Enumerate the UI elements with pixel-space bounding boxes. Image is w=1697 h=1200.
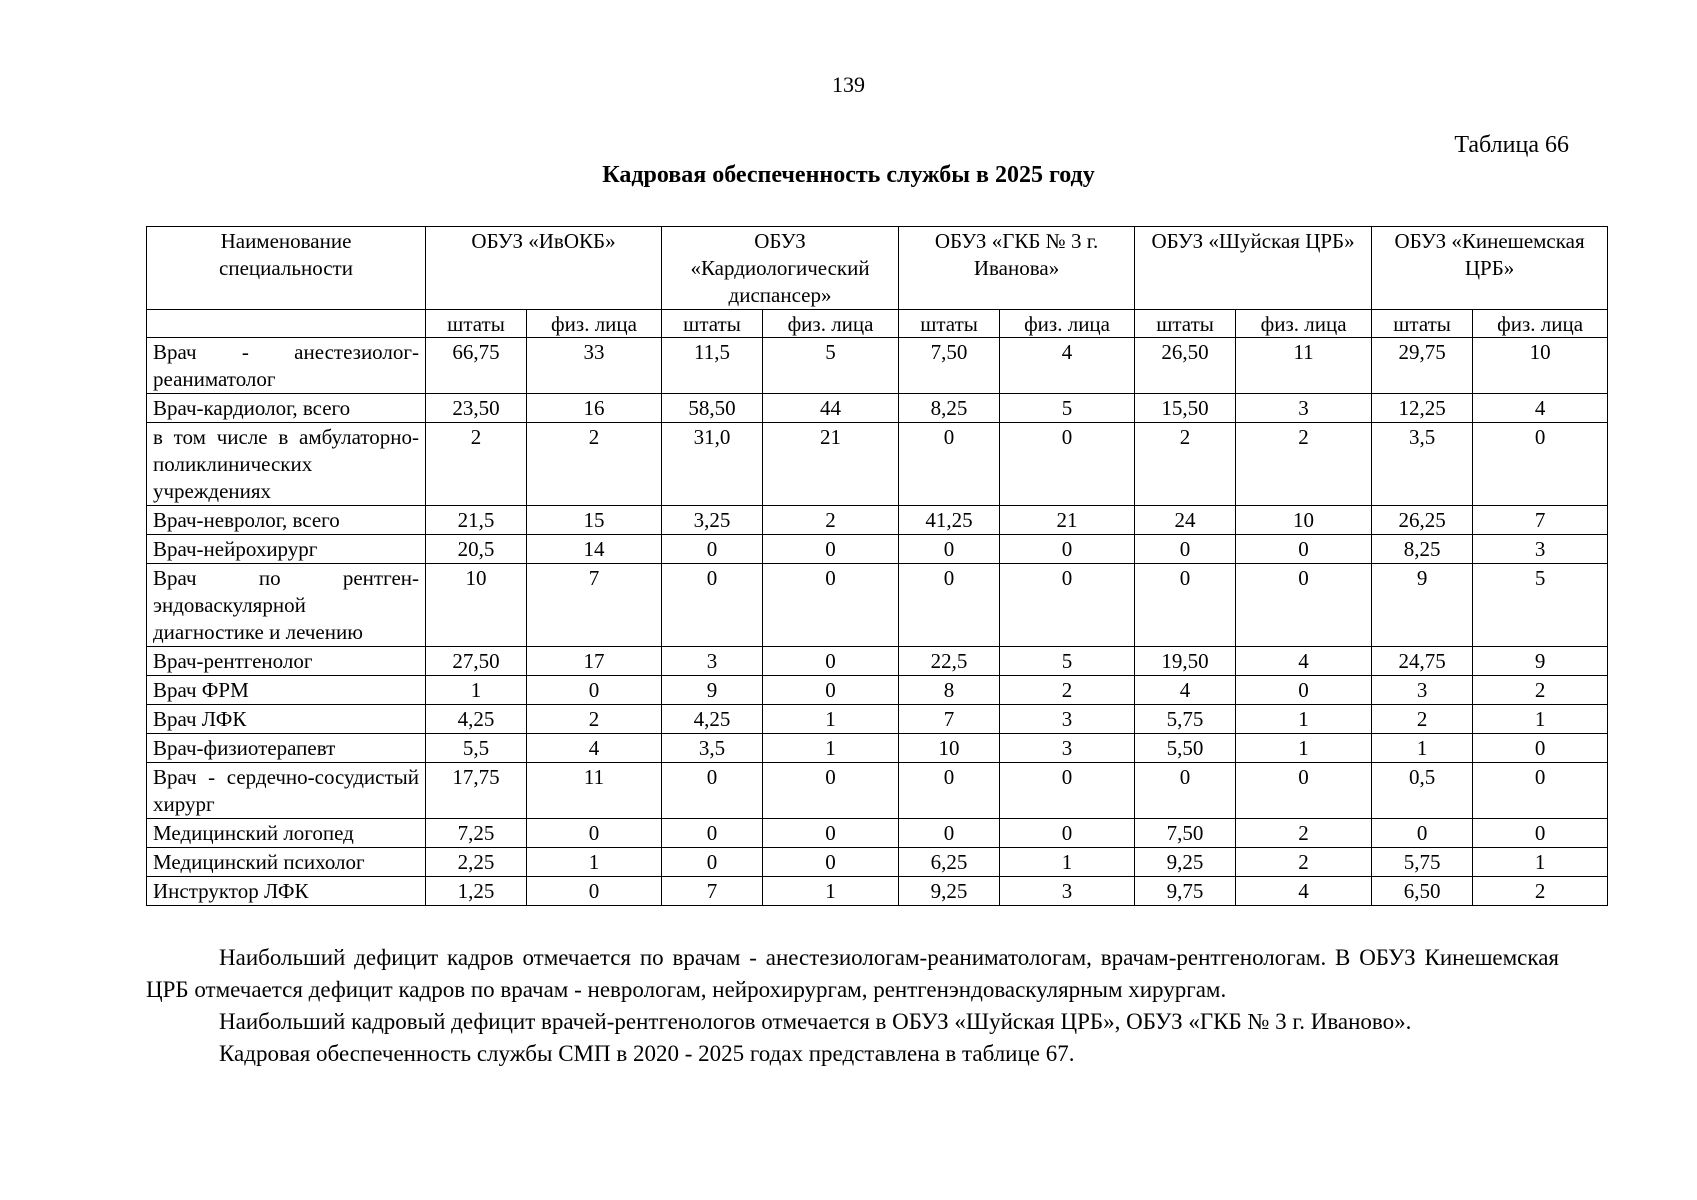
persons-value-cell: 0 — [527, 676, 662, 705]
staff-value-cell: 17,75 — [426, 763, 527, 819]
staff-value-cell: 5,5 — [426, 734, 527, 763]
staff-value-cell: 0 — [662, 819, 763, 848]
persons-value-cell: 2 — [1236, 423, 1372, 506]
persons-value-cell: 0 — [527, 819, 662, 848]
staff-value-cell: 7,25 — [426, 819, 527, 848]
staff-value-cell: 66,75 — [426, 338, 527, 394]
subheader-row — [147, 310, 1608, 338]
header-org: ОБУЗ «ГКБ № 3 г. Иванова» — [899, 227, 1135, 310]
persons-value-cell: 1 — [763, 705, 899, 734]
staff-value-cell: 0,5 — [1372, 763, 1473, 819]
persons-value-cell: 2 — [1000, 676, 1135, 705]
persons-value-cell: 0 — [1236, 564, 1372, 647]
staff-value-cell: 0 — [899, 763, 1000, 819]
table-row — [147, 877, 1608, 906]
staff-value-cell: 9 — [662, 676, 763, 705]
persons-value-cell: 9 — [1473, 647, 1608, 676]
staff-value-cell: 7,50 — [1135, 819, 1236, 848]
persons-value-cell: 0 — [1473, 819, 1608, 848]
staff-value-cell: 11,5 — [662, 338, 763, 394]
persons-value-cell: 3 — [1236, 394, 1372, 423]
paragraph: Наибольший кадровый дефицит врачей-рентгенологов отмечается в ОБУЗ «Шуйская ЦРБ», ОБУЗ «ГКБ № 3 г. Иваново». — [219, 1009, 1412, 1034]
persons-value-cell: 10 — [1236, 506, 1372, 535]
staff-value-cell: 27,50 — [426, 647, 527, 676]
subheader-staff: штаты — [662, 310, 763, 338]
table-row — [147, 848, 1608, 877]
persons-value-cell: 0 — [763, 848, 899, 877]
paragraph: Кадровая обеспеченность службы СМП в 2020 - 2025 годах представлена в таблице 67. — [219, 1041, 1075, 1066]
persons-value-cell: 10 — [1473, 338, 1608, 394]
persons-value-cell: 0 — [1236, 763, 1372, 819]
staff-value-cell: 19,50 — [1135, 647, 1236, 676]
staff-value-cell: 8,25 — [899, 394, 1000, 423]
persons-value-cell: 14 — [527, 535, 662, 564]
staff-value-cell: 0 — [1135, 763, 1236, 819]
staff-value-cell: 0 — [1135, 535, 1236, 564]
subheader-staff: штаты — [899, 310, 1000, 338]
table-row — [147, 338, 1608, 394]
table-caption: Таблица 66 — [1454, 132, 1569, 158]
staff-value-cell: 3,5 — [662, 734, 763, 763]
persons-value-cell: 11 — [1236, 338, 1372, 394]
staff-value-cell: 24,75 — [1372, 647, 1473, 676]
persons-value-cell: 0 — [1000, 819, 1135, 848]
persons-value-cell: 1 — [763, 877, 899, 906]
staff-value-cell: 3 — [1372, 676, 1473, 705]
table-row — [147, 506, 1608, 535]
persons-value-cell: 4 — [1236, 647, 1372, 676]
staff-value-cell: 2 — [1135, 423, 1236, 506]
persons-value-cell: 3 — [1473, 535, 1608, 564]
staff-value-cell: 9 — [1372, 564, 1473, 647]
persons-value-cell: 1 — [527, 848, 662, 877]
persons-value-cell: 3 — [1000, 734, 1135, 763]
staff-value-cell: 26,25 — [1372, 506, 1473, 535]
staff-value-cell: 3,5 — [1372, 423, 1473, 506]
table-row — [147, 564, 1608, 647]
persons-value-cell: 0 — [1000, 423, 1135, 506]
persons-value-cell: 44 — [763, 394, 899, 423]
persons-value-cell: 2 — [763, 506, 899, 535]
table-row — [147, 535, 1608, 564]
persons-value-cell: 4 — [527, 734, 662, 763]
persons-value-cell: 0 — [763, 647, 899, 676]
staff-value-cell: 1 — [1372, 734, 1473, 763]
staff-value-cell: 1 — [426, 676, 527, 705]
staff-value-cell: 10 — [899, 734, 1000, 763]
header-row — [147, 227, 1608, 310]
staff-value-cell: 8,25 — [1372, 535, 1473, 564]
specialty-cell: Врач - сердечно-сосудистый хирург — [147, 763, 426, 819]
staff-value-cell: 9,25 — [1135, 848, 1236, 877]
staff-value-cell: 4,25 — [426, 705, 527, 734]
specialty-cell: Врач ЛФК — [147, 705, 426, 734]
staff-value-cell: 20,5 — [426, 535, 527, 564]
persons-value-cell: 4 — [1000, 338, 1135, 394]
staff-value-cell: 9,25 — [899, 877, 1000, 906]
subheader-staff: штаты — [426, 310, 527, 338]
staff-value-cell: 10 — [426, 564, 527, 647]
staff-value-cell: 5,75 — [1372, 848, 1473, 877]
header-org: ОБУЗ «Кардиологический диспансер» — [662, 227, 899, 310]
persons-value-cell: 2 — [527, 705, 662, 734]
persons-value-cell: 0 — [1236, 676, 1372, 705]
staff-value-cell: 0 — [662, 535, 763, 564]
persons-value-cell: 21 — [1000, 506, 1135, 535]
specialty-cell: Инструктор ЛФК — [147, 877, 426, 906]
table-row — [147, 734, 1608, 763]
subheader-persons: физ. лица — [1000, 310, 1135, 338]
subheader-staff: штаты — [1372, 310, 1473, 338]
persons-value-cell: 2 — [1236, 819, 1372, 848]
paragraph: Наибольший дефицит кадров отмечается по врачам - анестезиологам-реаниматологам, врачам-рентгенологам. В ОБУЗ Кинешемская ЦРБ отмечается дефицит кадров по врачам - неврологам, нейрохирургам, рентгенэндоваскулярным хирургам. — [146, 945, 1559, 1002]
header-org: ОБУЗ «Шуйская ЦРБ» — [1135, 227, 1372, 310]
specialty-cell: Врач-нейрохирург — [147, 535, 426, 564]
persons-value-cell: 4 — [1236, 877, 1372, 906]
persons-value-cell: 16 — [527, 394, 662, 423]
staff-value-cell: 5,75 — [1135, 705, 1236, 734]
staff-value-cell: 22,5 — [899, 647, 1000, 676]
persons-value-cell: 1 — [1473, 705, 1608, 734]
persons-value-cell: 1 — [1236, 734, 1372, 763]
persons-value-cell: 3 — [1000, 705, 1135, 734]
staff-value-cell: 6,50 — [1372, 877, 1473, 906]
table-row — [147, 394, 1608, 423]
persons-value-cell: 0 — [1473, 763, 1608, 819]
body-text — [146, 942, 1559, 1070]
staff-value-cell: 4 — [1135, 676, 1236, 705]
persons-value-cell: 7 — [1473, 506, 1608, 535]
specialty-cell: Врач - анестезиолог-реаниматолог — [147, 338, 426, 394]
persons-value-cell: 5 — [1000, 647, 1135, 676]
persons-value-cell: 0 — [1000, 535, 1135, 564]
persons-value-cell: 11 — [527, 763, 662, 819]
subheader-persons: физ. лица — [1473, 310, 1608, 338]
staff-value-cell: 0 — [899, 535, 1000, 564]
persons-value-cell: 2 — [1473, 676, 1608, 705]
specialty-cell: в том числе в амбулаторно-поликлинических учреждениях — [147, 423, 426, 506]
specialty-cell: Медицинский психолог — [147, 848, 426, 877]
staff-value-cell: 12,25 — [1372, 394, 1473, 423]
staff-value-cell: 7 — [662, 877, 763, 906]
staff-value-cell: 24 — [1135, 506, 1236, 535]
specialty-cell: Врач по рентген-эндоваскулярной диагностике и лечению — [147, 564, 426, 647]
persons-value-cell: 2 — [527, 423, 662, 506]
staff-value-cell: 0 — [899, 564, 1000, 647]
header-specialty: Наименование специальности — [147, 227, 426, 310]
subheader-empty — [147, 310, 426, 338]
persons-value-cell: 17 — [527, 647, 662, 676]
persons-value-cell: 1 — [1000, 848, 1135, 877]
persons-value-cell: 0 — [1000, 564, 1135, 647]
persons-value-cell: 21 — [763, 423, 899, 506]
subheader-staff: штаты — [1135, 310, 1236, 338]
staff-value-cell: 23,50 — [426, 394, 527, 423]
persons-value-cell: 33 — [527, 338, 662, 394]
header-org: ОБУЗ «Кинешемская ЦРБ» — [1372, 227, 1608, 310]
table-row — [147, 763, 1608, 819]
persons-value-cell: 1 — [1473, 848, 1608, 877]
staff-value-cell: 3,25 — [662, 506, 763, 535]
staff-value-cell: 7,50 — [899, 338, 1000, 394]
staff-value-cell: 0 — [1372, 819, 1473, 848]
staff-value-cell: 21,5 — [426, 506, 527, 535]
staff-value-cell: 0 — [899, 423, 1000, 506]
staff-value-cell: 0 — [662, 763, 763, 819]
specialty-cell: Врач-кардиолог, всего — [147, 394, 426, 423]
staff-value-cell: 2,25 — [426, 848, 527, 877]
staff-value-cell: 7 — [899, 705, 1000, 734]
table-row — [147, 676, 1608, 705]
header-org: ОБУЗ «ИвОКБ» — [426, 227, 662, 310]
persons-value-cell: 0 — [763, 763, 899, 819]
persons-value-cell: 15 — [527, 506, 662, 535]
subheader-persons: физ. лица — [1236, 310, 1372, 338]
persons-value-cell: 0 — [1000, 763, 1135, 819]
staff-value-cell: 0 — [899, 819, 1000, 848]
persons-value-cell: 1 — [1236, 705, 1372, 734]
table-row — [147, 423, 1608, 506]
table-row — [147, 819, 1608, 848]
persons-value-cell: 4 — [1473, 394, 1608, 423]
staff-value-cell: 31,0 — [662, 423, 763, 506]
staffing-table — [146, 226, 1608, 906]
persons-value-cell: 0 — [1473, 734, 1608, 763]
table-body — [147, 338, 1608, 906]
staff-value-cell: 58,50 — [662, 394, 763, 423]
persons-value-cell: 2 — [1236, 848, 1372, 877]
staff-value-cell: 2 — [1372, 705, 1473, 734]
table-row — [147, 705, 1608, 734]
persons-value-cell: 5 — [1000, 394, 1135, 423]
staff-value-cell: 6,25 — [899, 848, 1000, 877]
staff-value-cell: 1,25 — [426, 877, 527, 906]
persons-value-cell: 0 — [763, 564, 899, 647]
table-title: Кадровая обеспеченность службы в 2025 году — [602, 162, 1095, 188]
persons-value-cell: 0 — [527, 877, 662, 906]
persons-value-cell: 0 — [763, 535, 899, 564]
persons-value-cell: 0 — [763, 676, 899, 705]
staff-value-cell: 0 — [662, 564, 763, 647]
staff-value-cell: 3 — [662, 647, 763, 676]
specialty-cell: Медицинский логопед — [147, 819, 426, 848]
staff-value-cell: 2 — [426, 423, 527, 506]
persons-value-cell: 7 — [527, 564, 662, 647]
staff-value-cell: 15,50 — [1135, 394, 1236, 423]
persons-value-cell: 2 — [1473, 877, 1608, 906]
table-row — [147, 647, 1608, 676]
specialty-cell: Врач-невролог, всего — [147, 506, 426, 535]
staff-value-cell: 5,50 — [1135, 734, 1236, 763]
staff-value-cell: 26,50 — [1135, 338, 1236, 394]
specialty-cell: Врач-рентгенолог — [147, 647, 426, 676]
persons-value-cell: 5 — [763, 338, 899, 394]
persons-value-cell: 5 — [1473, 564, 1608, 647]
staff-value-cell: 41,25 — [899, 506, 1000, 535]
staff-value-cell: 29,75 — [1372, 338, 1473, 394]
specialty-cell: Врач ФРМ — [147, 676, 426, 705]
specialty-cell: Врач-физиотерапевт — [147, 734, 426, 763]
staff-value-cell: 9,75 — [1135, 877, 1236, 906]
subheader-persons: физ. лица — [527, 310, 662, 338]
persons-value-cell: 3 — [1000, 877, 1135, 906]
persons-value-cell: 0 — [763, 819, 899, 848]
persons-value-cell: 0 — [1236, 535, 1372, 564]
persons-value-cell: 1 — [763, 734, 899, 763]
subheader-persons: физ. лица — [763, 310, 899, 338]
persons-value-cell: 0 — [1473, 423, 1608, 506]
staff-value-cell: 0 — [1135, 564, 1236, 647]
page-number: 139 — [832, 72, 865, 97]
staff-value-cell: 0 — [662, 848, 763, 877]
staff-value-cell: 8 — [899, 676, 1000, 705]
staff-value-cell: 4,25 — [662, 705, 763, 734]
